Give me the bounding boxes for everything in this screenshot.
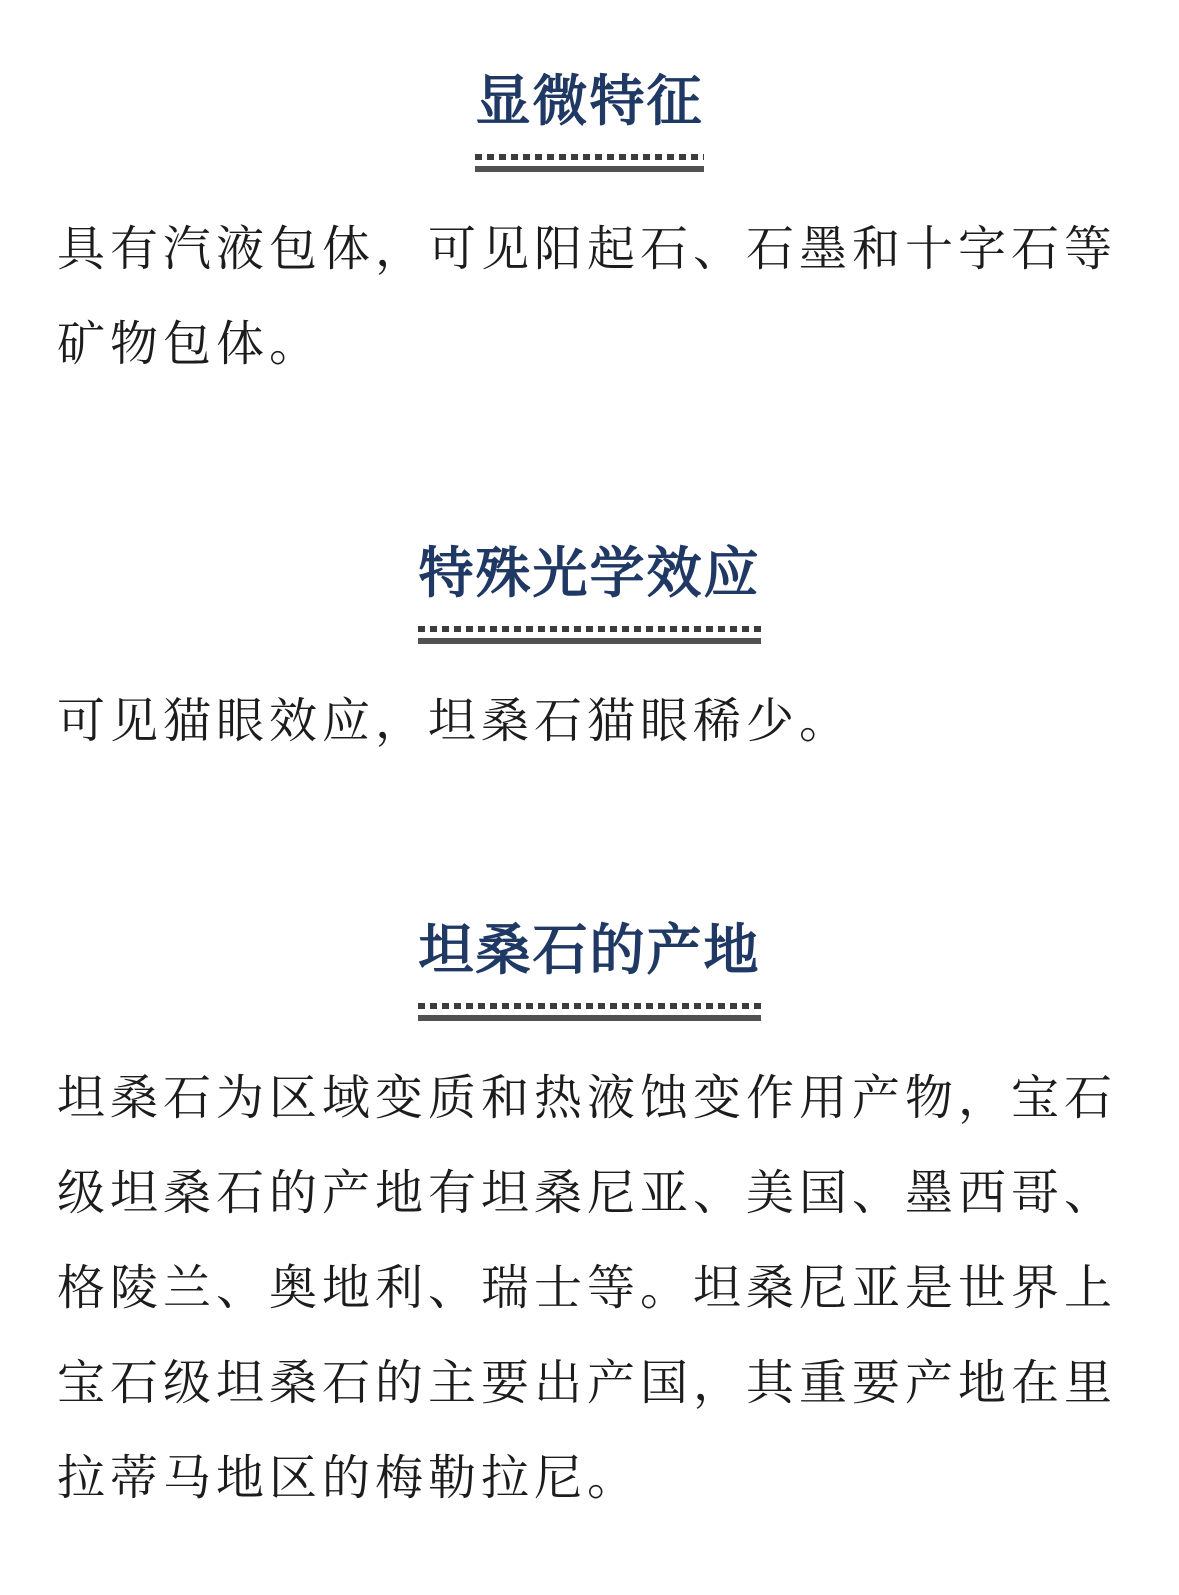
paragraph-line: 级坦桑石的产地有坦桑尼亚、美国、墨西哥、 bbox=[57, 1167, 1118, 1220]
paragraph-line: 拉蒂马地区的梅勒拉尼。 bbox=[57, 1452, 641, 1505]
paragraph-line: 矿物包体。 bbox=[57, 318, 323, 371]
section-special-optical-effects bbox=[57, 542, 1122, 769]
heading-underline-solid bbox=[418, 638, 760, 644]
heading-underline-dashed bbox=[418, 1003, 760, 1009]
paragraph-line: 具有汽液包体，可见阳起石、石墨和十字石等 bbox=[57, 223, 1118, 276]
section-heading-title: 坦桑石的产地 bbox=[418, 919, 761, 981]
paragraph-line: 格陵兰、奥地利、瑞士等。坦桑尼亚是世界上 bbox=[57, 1262, 1118, 1315]
section-heading-row bbox=[57, 70, 1122, 172]
paragraph-line: 宝石级坦桑石的主要出产国，其重要产地在里 bbox=[57, 1357, 1118, 1410]
section-heading-row bbox=[57, 542, 1122, 644]
heading-underline-dashed bbox=[418, 626, 760, 632]
section-microscopic-features bbox=[57, 70, 1122, 392]
paragraph-line: 坦桑石为区域变质和热液蚀变作用产物，宝石 bbox=[57, 1072, 1118, 1125]
heading-underline-solid bbox=[475, 166, 703, 172]
heading-underline-dashed bbox=[475, 154, 703, 160]
section-heading-title: 显微特征 bbox=[475, 70, 704, 132]
paragraph-line: 可见猫眼效应，坦桑石猫眼稀少。 bbox=[57, 695, 853, 748]
section-heading-title: 特殊光学效应 bbox=[418, 542, 761, 604]
section-heading bbox=[475, 70, 703, 172]
heading-underline-solid bbox=[418, 1015, 760, 1021]
section-heading-row bbox=[57, 919, 1122, 1021]
section-heading bbox=[418, 919, 760, 1021]
paragraph bbox=[57, 1051, 1122, 1526]
paragraph bbox=[57, 674, 1122, 769]
section-tanzanite-origin bbox=[57, 919, 1122, 1526]
section-heading bbox=[418, 542, 760, 644]
paragraph bbox=[57, 202, 1122, 392]
